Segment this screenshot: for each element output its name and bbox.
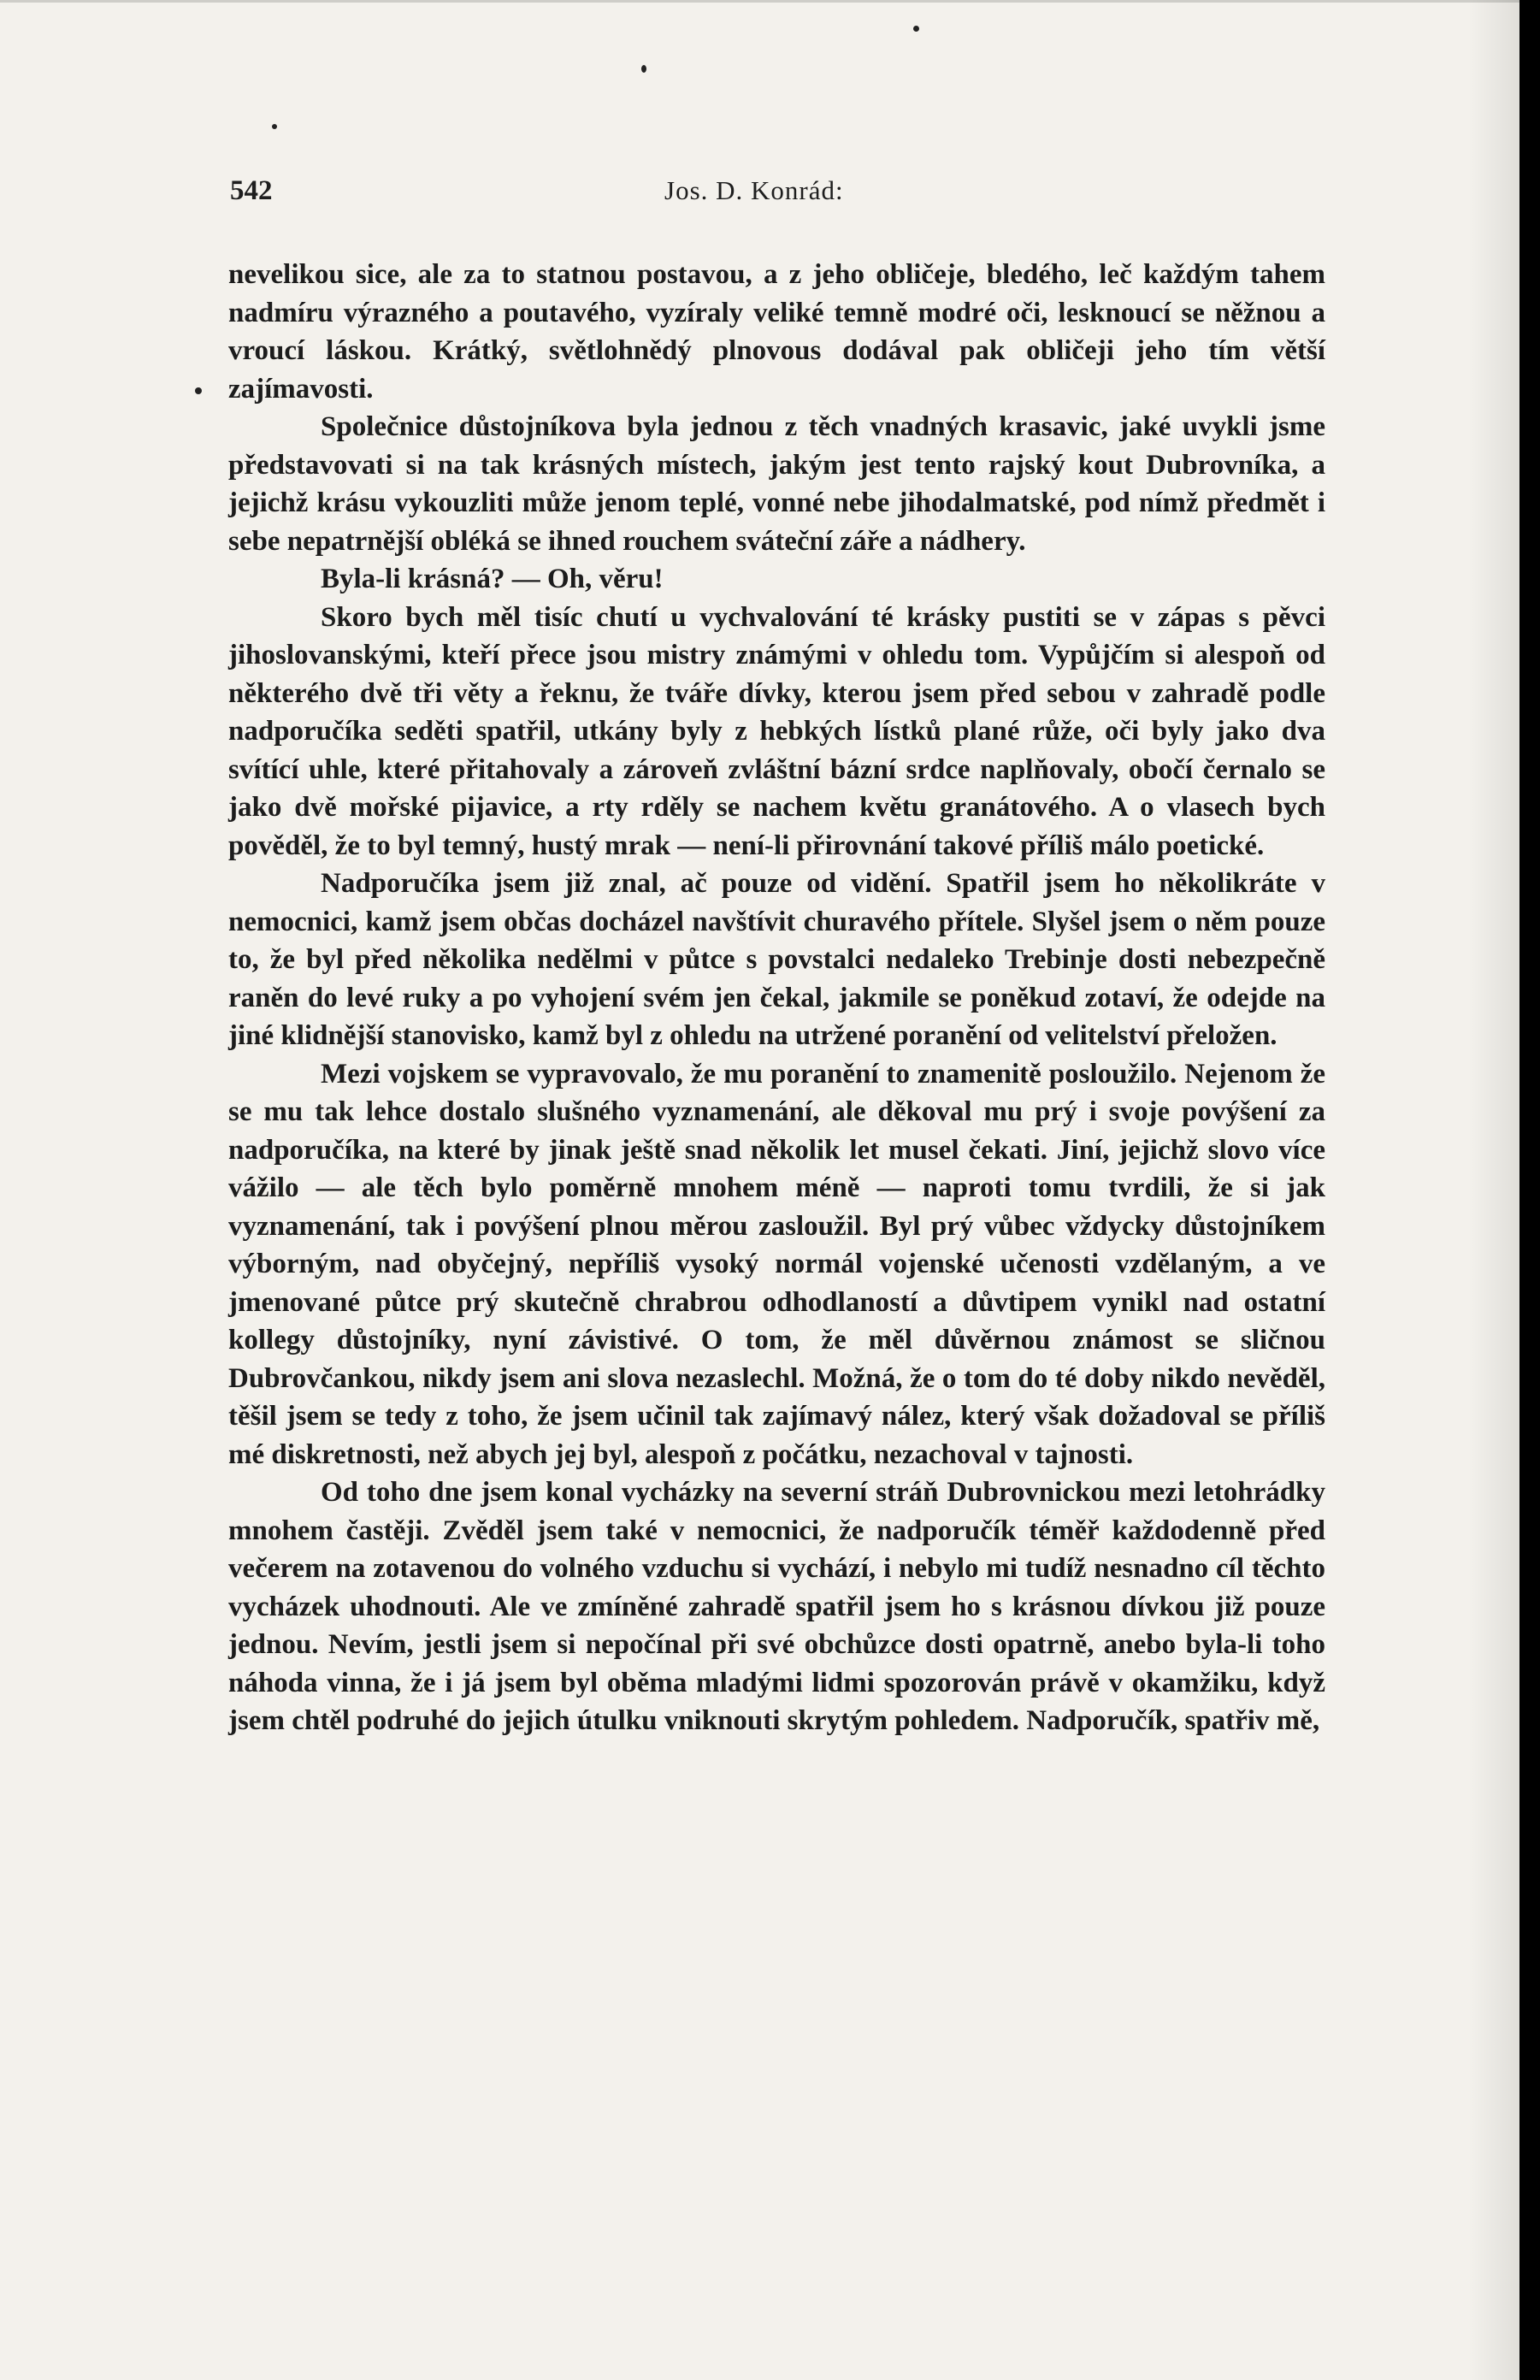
paragraph: nevelikou sice, ale za to statnou postavou, a z jeho obličeje, bledého, leč každým tahem nadmíru výrazného a poutavého, vyzíraly veliké temně modré oči, lesknoucí se něžnou a vroucí láskou. Krátký, světlohnědý plnovous dodával pak obličeji jeho tím větší zajímavosti. (228, 259, 1325, 405)
page-number: 542 (230, 175, 273, 206)
ink-speck (272, 124, 277, 129)
ink-speck (913, 26, 919, 32)
paragraph: Nadporučíka jsem již znal, ač pouze od vidění. Spatřil jsem ho několikráte v nemocnici, kamž jsem občas docházel navštívit churavého přítele. Slyšel jsem o něm pouze to, že byl před několika nedělmi v půtce s povstalci nedaleko Trebinje dosti nebezpečně raněn do levé ruky a po vyhojení svém jen čekal, jakmile se poněkud zotaví, že odejde na jiné klidnější stanovisko, kamž byl z ohledu na utržené poranění od velitelství přeložen. (228, 868, 1325, 1051)
paragraph: Od toho dne jsem konal vycházky na severní stráň Dubrovnickou mezi letohrádky mnohem častěji. Zvěděl jsem také v nemocnici, že nadporučík téměř každodenně před večerem na zotavenou do volného vzduchu si vychází, i nebylo mi tudíž nesnadno cíl těchto vycházek uhodnouti. Ale ve zmíněné zahradě spatřil jsem ho s krásnou dívkou již pouze jednou. Nevím, jestli jsem si nepočínal při své obchůzce dosti opatrně, anebo byla-li toho náhoda vinna, že i já jsem byl oběma mladými lidmi spozorován právě v okamžiku, když jsem chtěl podruhé do jejich útulku vniknouti skrytým pohledem. Nadporučík, spatřiv mě, (228, 1477, 1325, 1736)
paragraph: Skoro bych měl tisíc chutí u vychvalování té krásky pustiti se v zápas s pěvci jihoslovanskými, kteří přece jsou mistry známými v ohledu tom. Vypůjčím si alespoň od některého dvě tři věty a řeknu, že tváře dívky, kterou jsem před sebou v zahradě podle nadporučíka seděti spatřil, utkány byly z hebkých lístků plané růže, oči byly jako dva svítící uhle, které přitahovaly a zároveň zvláštní bázní srdce naplňovaly, obočí černalo se jako dvě mořské pijavice, a rty rděly se nachem květu granátového. A o vlasech bych pověděl, že to byl temný, hustý mrak — není-li přirovnání takové příliš málo poetické. (228, 601, 1325, 861)
body-text (228, 256, 1325, 1740)
running-head: Jos. D. Konrád: (664, 175, 844, 205)
paragraph: Mezi vojskem se vypravovalo, že mu poranění to znamenitě posloužilo. Nejenom že se mu tak lehce dostalo slušného vyznamenání, ale děkoval mu prý i svoje povýšení za nadporučíka, na které by jinak ještě snad několik let musel čekati. Jiní, jejichž slovo více vážilo — ale těch bylo poměrně mnohem méně — naproti tomu tvrdili, že si jak vyznamenání, tak i povýšení plnou měrou zasloužil. Byl prý vůbec vždycky důstojníkem výborným, nad obyčejný, nepříliš vysoký normál vojenské učenosti vzdělaným, a ve jmenované půtce prý skutečně chrabrou odhodlaností a důvtipem vynikl nad ostatní kollegy důstojníky, nyní závistivé. O tom, že měl důvěrnou známost se sličnou Dubrovčankou, nikdy jsem ani slova nezaslechl. Možná, že o tom do té doby nikdo nevěděl, těšil jsem se tedy z toho, že jsem učinil tak zajímavý nález, který však dožadoval se příliš mé diskretnosti, než abych jej byl, alespoň z počátku, nezachoval v tajnosti. (228, 1058, 1325, 1470)
paragraph: Společnice důstojníkova byla jednou z těch vnadných krasavic, jaké uvykli jsme představovati si na tak krásných místech, jakým jest tento rajský kout Dubrovníka, a jejichž krásu vykouzliti může jenom teplé, vonné nebe jihodalmatské, pod nímž předmět i sebe nepatrnější obléká se ihned rouchem sváteční záře a nádhery. (228, 411, 1325, 557)
ink-speck (195, 387, 202, 394)
page-header (230, 175, 1329, 210)
ink-speck (641, 65, 646, 73)
paragraph: Byla-li krásná? — Oh, věru! (321, 564, 664, 594)
page-top-edge (0, 0, 1519, 3)
